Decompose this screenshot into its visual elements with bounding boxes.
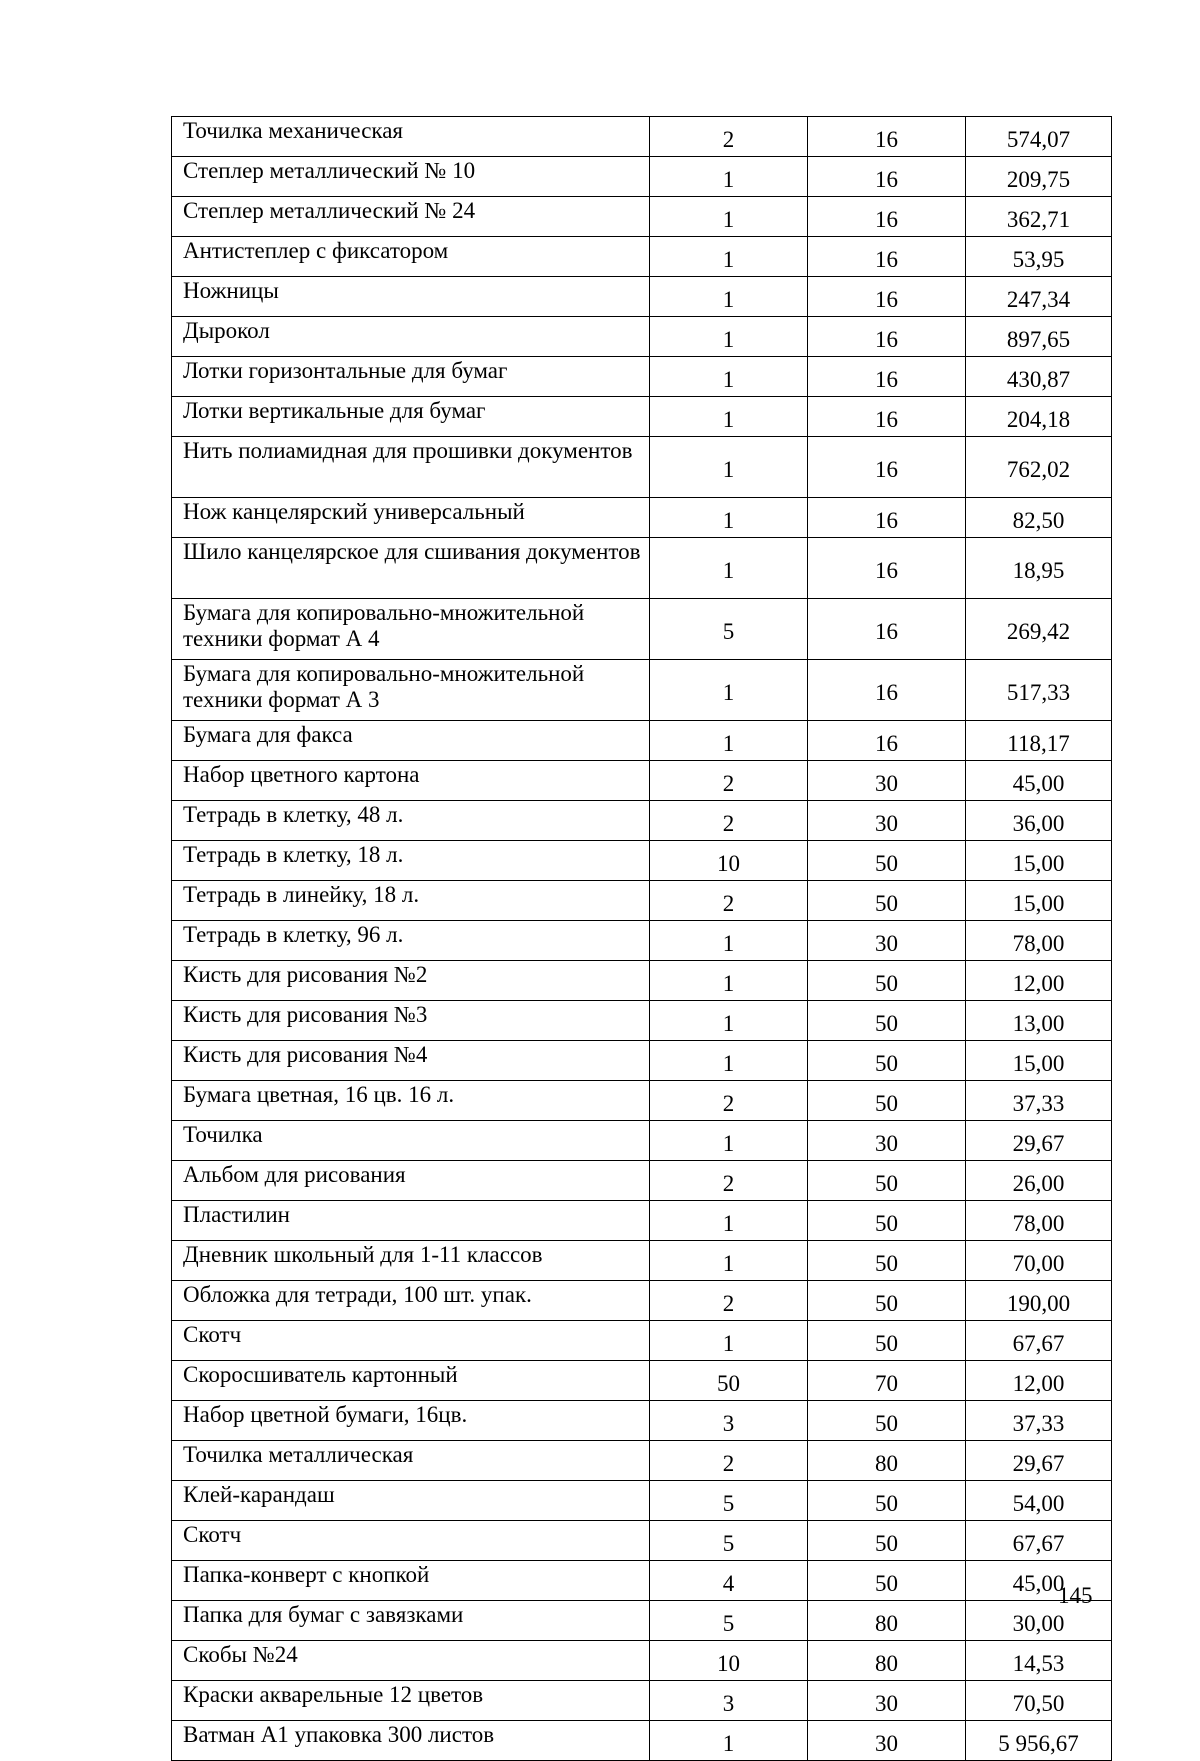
quantity-cell: 10: [650, 841, 808, 881]
norm-cell: 30: [808, 921, 966, 961]
norm-cell: 50: [808, 1081, 966, 1121]
item-name-cell: Папка-конверт с кнопкой: [172, 1561, 650, 1601]
price-cell: 45,00: [966, 761, 1112, 801]
item-name-cell: Бумага для копировально-множительной техники формат А 4: [172, 599, 650, 660]
item-name-cell: Шило канцелярское для сшивания документов: [172, 538, 650, 599]
norm-cell: 80: [808, 1641, 966, 1681]
norm-cell: 50: [808, 1521, 966, 1561]
table-body: [172, 117, 1112, 1761]
quantity-cell: 3: [650, 1681, 808, 1721]
norm-cell: 50: [808, 1201, 966, 1241]
item-name-cell: Степлер металлический № 10: [172, 157, 650, 197]
item-name-cell: Тетрадь в клетку, 48 л.: [172, 801, 650, 841]
table-row: [172, 881, 1112, 921]
quantity-cell: 1: [650, 437, 808, 498]
item-name-cell: Степлер металлический № 24: [172, 197, 650, 237]
item-name-cell: Папка для бумаг с завязками: [172, 1601, 650, 1641]
item-name-cell: Скоросшиватель картонный: [172, 1361, 650, 1401]
supplies-table: [171, 116, 1112, 1761]
quantity-cell: 5: [650, 1601, 808, 1641]
item-name-cell: Нож канцелярский универсальный: [172, 498, 650, 538]
item-name-cell: Точилка: [172, 1121, 650, 1161]
quantity-cell: 5: [650, 1481, 808, 1521]
quantity-cell: 1: [650, 397, 808, 437]
price-cell: 517,33: [966, 660, 1112, 721]
item-name-cell: Набор цветной бумаги, 16цв.: [172, 1401, 650, 1441]
quantity-cell: 2: [650, 117, 808, 157]
table-row: [172, 538, 1112, 599]
price-cell: 54,00: [966, 1481, 1112, 1521]
table-row: [172, 921, 1112, 961]
table-row: [172, 599, 1112, 660]
price-cell: 15,00: [966, 841, 1112, 881]
table-row: [172, 660, 1112, 721]
quantity-cell: 1: [650, 197, 808, 237]
quantity-cell: 1: [650, 1041, 808, 1081]
price-cell: 204,18: [966, 397, 1112, 437]
price-cell: 118,17: [966, 721, 1112, 761]
norm-cell: 50: [808, 1281, 966, 1321]
norm-cell: 30: [808, 1681, 966, 1721]
table-row: [172, 1561, 1112, 1601]
item-name-cell: Обложка для тетради, 100 шт. упак.: [172, 1281, 650, 1321]
item-name-cell: Тетрадь в клетку, 18 л.: [172, 841, 650, 881]
table-row: [172, 1401, 1112, 1441]
quantity-cell: 1: [650, 157, 808, 197]
price-cell: 36,00: [966, 801, 1112, 841]
norm-cell: 50: [808, 1161, 966, 1201]
quantity-cell: 2: [650, 1441, 808, 1481]
item-name-cell: Альбом для рисования: [172, 1161, 650, 1201]
quantity-cell: 2: [650, 1161, 808, 1201]
quantity-cell: 1: [650, 237, 808, 277]
norm-cell: 30: [808, 1121, 966, 1161]
quantity-cell: 4: [650, 1561, 808, 1601]
table-row: [172, 1001, 1112, 1041]
norm-cell: 30: [808, 761, 966, 801]
price-cell: 37,33: [966, 1081, 1112, 1121]
price-cell: 15,00: [966, 881, 1112, 921]
item-name-cell: Кисть для рисования №4: [172, 1041, 650, 1081]
item-name-cell: Кисть для рисования №3: [172, 1001, 650, 1041]
price-cell: 18,95: [966, 538, 1112, 599]
table-row: [172, 961, 1112, 1001]
table-row: [172, 1201, 1112, 1241]
item-name-cell: Скотч: [172, 1321, 650, 1361]
norm-cell: 16: [808, 721, 966, 761]
price-cell: 29,67: [966, 1121, 1112, 1161]
item-name-cell: Пластилин: [172, 1201, 650, 1241]
quantity-cell: 2: [650, 801, 808, 841]
quantity-cell: 1: [650, 1201, 808, 1241]
item-name-cell: Дырокол: [172, 317, 650, 357]
quantity-cell: 1: [650, 538, 808, 599]
norm-cell: 70: [808, 1361, 966, 1401]
norm-cell: 50: [808, 961, 966, 1001]
item-name-cell: Тетрадь в клетку, 96 л.: [172, 921, 650, 961]
norm-cell: 16: [808, 660, 966, 721]
item-name-cell: Дневник школьный для 1-11 классов: [172, 1241, 650, 1281]
table-row: [172, 1481, 1112, 1521]
table-row: [172, 317, 1112, 357]
quantity-cell: 1: [650, 277, 808, 317]
item-name-cell: Точилка металлическая: [172, 1441, 650, 1481]
price-cell: 26,00: [966, 1161, 1112, 1201]
table-row: [172, 157, 1112, 197]
price-cell: 12,00: [966, 1361, 1112, 1401]
table-row: [172, 1641, 1112, 1681]
item-name-cell: Бумага для факса: [172, 721, 650, 761]
item-name-cell: Кисть для рисования №2: [172, 961, 650, 1001]
table-row: [172, 721, 1112, 761]
price-cell: 269,42: [966, 599, 1112, 660]
price-cell: 82,50: [966, 498, 1112, 538]
item-name-cell: Бумага цветная, 16 цв. 16 л.: [172, 1081, 650, 1121]
quantity-cell: 1: [650, 1241, 808, 1281]
norm-cell: 50: [808, 1401, 966, 1441]
norm-cell: 80: [808, 1601, 966, 1641]
table-row: [172, 437, 1112, 498]
table-row: [172, 1241, 1112, 1281]
quantity-cell: 1: [650, 357, 808, 397]
price-cell: 247,34: [966, 277, 1112, 317]
norm-cell: 50: [808, 1041, 966, 1081]
norm-cell: 16: [808, 357, 966, 397]
table-row: [172, 1041, 1112, 1081]
table-row: [172, 841, 1112, 881]
quantity-cell: 3: [650, 1401, 808, 1441]
quantity-cell: 2: [650, 1281, 808, 1321]
price-cell: 897,65: [966, 317, 1112, 357]
quantity-cell: 1: [650, 961, 808, 1001]
page-number: 145: [1058, 1583, 1093, 1608]
price-cell: 362,71: [966, 197, 1112, 237]
quantity-cell: 1: [650, 1121, 808, 1161]
item-name-cell: Скобы №24: [172, 1641, 650, 1681]
quantity-cell: 50: [650, 1361, 808, 1401]
price-cell: 70,50: [966, 1681, 1112, 1721]
item-name-cell: Тетрадь в линейку, 18 л.: [172, 881, 650, 921]
table-row: [172, 1161, 1112, 1201]
price-cell: 70,00: [966, 1241, 1112, 1281]
table-row: [172, 498, 1112, 538]
table-row: [172, 1121, 1112, 1161]
norm-cell: 16: [808, 498, 966, 538]
price-cell: 12,00: [966, 961, 1112, 1001]
price-cell: 30,00: [966, 1601, 1112, 1641]
price-cell: 29,67: [966, 1441, 1112, 1481]
item-name-cell: Ватман А1 упаковка 300 листов: [172, 1721, 650, 1761]
table-row: [172, 1281, 1112, 1321]
price-cell: 14,53: [966, 1641, 1112, 1681]
norm-cell: 50: [808, 881, 966, 921]
norm-cell: 30: [808, 1721, 966, 1761]
norm-cell: 16: [808, 277, 966, 317]
quantity-cell: 1: [650, 1001, 808, 1041]
table-row: [172, 801, 1112, 841]
table-row: [172, 1361, 1112, 1401]
norm-cell: 16: [808, 397, 966, 437]
item-name-cell: Набор цветного картона: [172, 761, 650, 801]
norm-cell: 16: [808, 197, 966, 237]
quantity-cell: 10: [650, 1641, 808, 1681]
quantity-cell: 2: [650, 1081, 808, 1121]
norm-cell: 50: [808, 841, 966, 881]
item-name-cell: Точилка механическая: [172, 117, 650, 157]
table-row: [172, 1081, 1112, 1121]
quantity-cell: 1: [650, 1321, 808, 1361]
price-cell: 78,00: [966, 921, 1112, 961]
item-name-cell: Краски акварельные 12 цветов: [172, 1681, 650, 1721]
quantity-cell: 2: [650, 761, 808, 801]
price-cell: 762,02: [966, 437, 1112, 498]
table-row: [172, 1441, 1112, 1481]
price-cell: 13,00: [966, 1001, 1112, 1041]
price-cell: 67,67: [966, 1321, 1112, 1361]
table-row: [172, 1521, 1112, 1561]
item-name-cell: Нить полиамидная для прошивки документов: [172, 437, 650, 498]
quantity-cell: 5: [650, 1521, 808, 1561]
norm-cell: 30: [808, 801, 966, 841]
quantity-cell: 2: [650, 881, 808, 921]
norm-cell: 80: [808, 1441, 966, 1481]
quantity-cell: 5: [650, 599, 808, 660]
item-name-cell: Клей-карандаш: [172, 1481, 650, 1521]
table-row: [172, 277, 1112, 317]
table-row: [172, 1601, 1112, 1641]
quantity-cell: 1: [650, 317, 808, 357]
table-row: [172, 761, 1112, 801]
table-row: [172, 117, 1112, 157]
norm-cell: 50: [808, 1321, 966, 1361]
item-name-cell: Скотч: [172, 1521, 650, 1561]
price-cell: 209,75: [966, 157, 1112, 197]
quantity-cell: 1: [650, 660, 808, 721]
price-cell: 5 956,67: [966, 1721, 1112, 1761]
price-cell: 53,95: [966, 237, 1112, 277]
norm-cell: 16: [808, 317, 966, 357]
norm-cell: 16: [808, 237, 966, 277]
norm-cell: 50: [808, 1481, 966, 1521]
quantity-cell: 1: [650, 1721, 808, 1761]
price-cell: 15,00: [966, 1041, 1112, 1081]
item-name-cell: Лотки горизонтальные для бумаг: [172, 357, 650, 397]
table-row: [172, 1321, 1112, 1361]
norm-cell: 16: [808, 117, 966, 157]
table-row: [172, 1681, 1112, 1721]
table-row: [172, 357, 1112, 397]
price-cell: 67,67: [966, 1521, 1112, 1561]
quantity-cell: 1: [650, 498, 808, 538]
price-cell: 45,00: [966, 1561, 1112, 1601]
item-name-cell: Бумага для копировально-множительной техники формат А 3: [172, 660, 650, 721]
item-name-cell: Ножницы: [172, 277, 650, 317]
price-cell: 574,07: [966, 117, 1112, 157]
norm-cell: 16: [808, 599, 966, 660]
table-row: [172, 397, 1112, 437]
item-name-cell: Лотки вертикальные для бумаг: [172, 397, 650, 437]
norm-cell: 50: [808, 1561, 966, 1601]
quantity-cell: 1: [650, 921, 808, 961]
price-cell: 430,87: [966, 357, 1112, 397]
table-row: [172, 237, 1112, 277]
norm-cell: 50: [808, 1241, 966, 1281]
table-row: [172, 197, 1112, 237]
item-name-cell: Антистеплер с фиксатором: [172, 237, 650, 277]
norm-cell: 16: [808, 538, 966, 599]
quantity-cell: 1: [650, 721, 808, 761]
norm-cell: 16: [808, 157, 966, 197]
price-cell: 37,33: [966, 1401, 1112, 1441]
norm-cell: 16: [808, 437, 966, 498]
table-row: [172, 1721, 1112, 1761]
price-cell: 78,00: [966, 1201, 1112, 1241]
norm-cell: 50: [808, 1001, 966, 1041]
price-cell: 190,00: [966, 1281, 1112, 1321]
